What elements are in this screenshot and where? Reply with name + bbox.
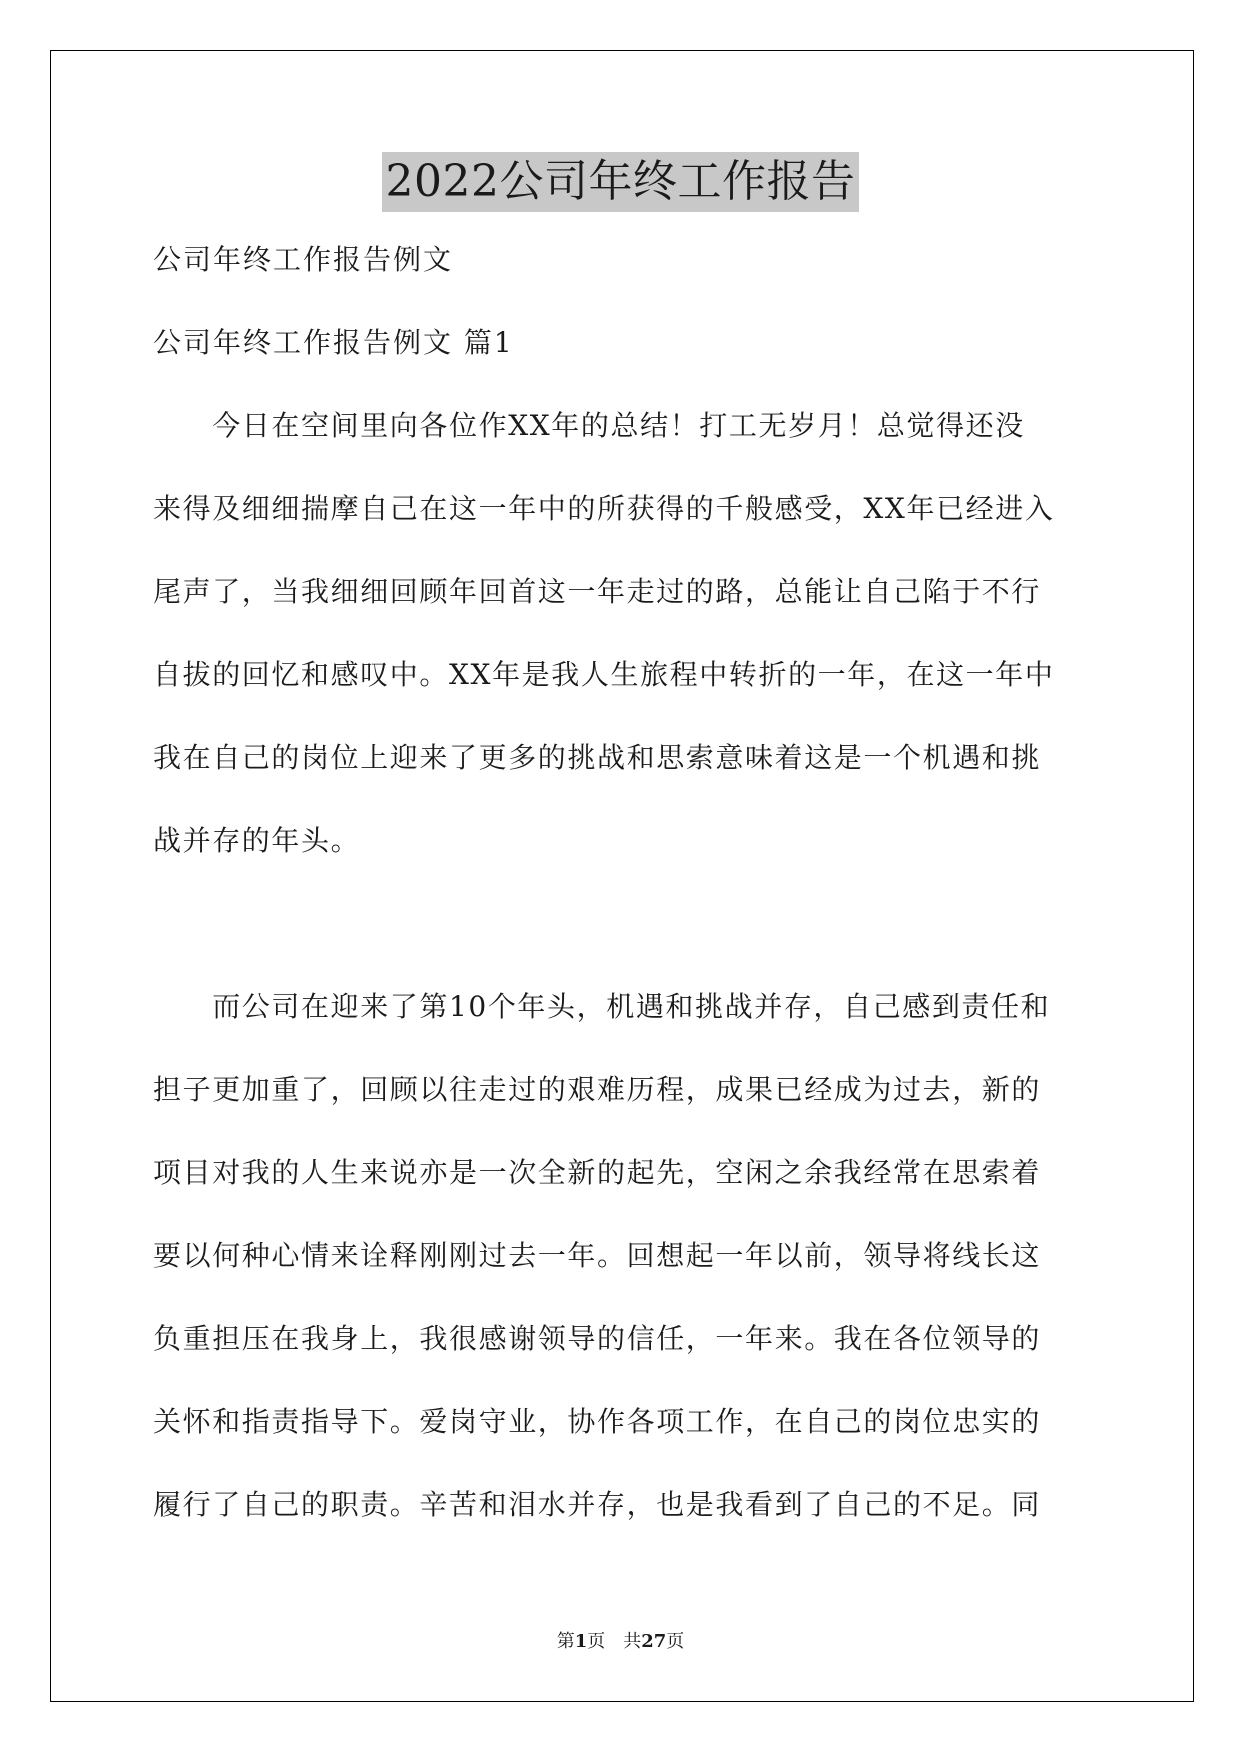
page-footer <box>0 1630 1241 1654</box>
page-total: 27 <box>641 1631 667 1652</box>
page-mid: 页 共 <box>587 1631 642 1652</box>
paragraph-line: 今日在空间里向各位作XX年的总结！打工无岁月！总觉得还没 <box>153 409 1025 442</box>
document-body <box>153 232 1091 1560</box>
document-title: 2022公司年终工作报告 <box>382 152 860 212</box>
paragraph-line: 履行了自己的职责。辛苦和泪水并存，也是我看到了自己的不足。同 <box>153 1488 1042 1521</box>
paragraph-line: 项目对我的人生来说亦是一次全新的起先，空闲之余我经常在思索着 <box>153 1156 1042 1189</box>
section-heading: 公司年终工作报告例文 篇1 <box>153 326 514 359</box>
paragraph-line: 而公司在迎来了第10个年头，机遇和挑战并存，自己感到责任和 <box>153 990 1051 1023</box>
page-current: 1 <box>574 1631 588 1652</box>
page-prefix: 第 <box>556 1631 575 1652</box>
paragraph-line: 尾声了，当我细细回顾年回首这一年走过的路，总能让自己陷于不行 <box>153 575 1042 608</box>
page-suffix: 页 <box>666 1631 685 1652</box>
paragraph-line: 担子更加重了，回顾以往走过的艰难历程，成果已经成为过去，新的 <box>153 1073 1042 1106</box>
paragraph-line: 战并存的年头。 <box>153 824 361 857</box>
paragraph-line: 自拔的回忆和感叹中。XX年是我人生旅程中转折的一年，在这一年中 <box>153 658 1055 691</box>
paragraph-line: 关怀和指责指导下。爱岗守业，协作各项工作，在自己的岗位忠实的 <box>153 1405 1042 1438</box>
paragraph-line: 要以何种心情来诠释刚刚过去一年。回想起一年以前，领导将线长这 <box>153 1239 1042 1272</box>
paragraph-line: 来得及细细揣摩自己在这一年中的所获得的千般感受，XX年已经进入 <box>153 492 1055 525</box>
blank-line <box>153 896 1091 979</box>
paragraph-1 <box>153 398 1091 896</box>
title-container <box>0 152 1241 212</box>
paragraph-2 <box>153 979 1091 1560</box>
document-subtitle: 公司年终工作报告例文 <box>153 243 454 276</box>
paragraph-line: 负重担压在我身上，我很感谢领导的信任，一年来。我在各位领导的 <box>153 1322 1042 1355</box>
paragraph-line: 我在自己的岗位上迎来了更多的挑战和思索意味着这是一个机遇和挑 <box>153 741 1042 774</box>
